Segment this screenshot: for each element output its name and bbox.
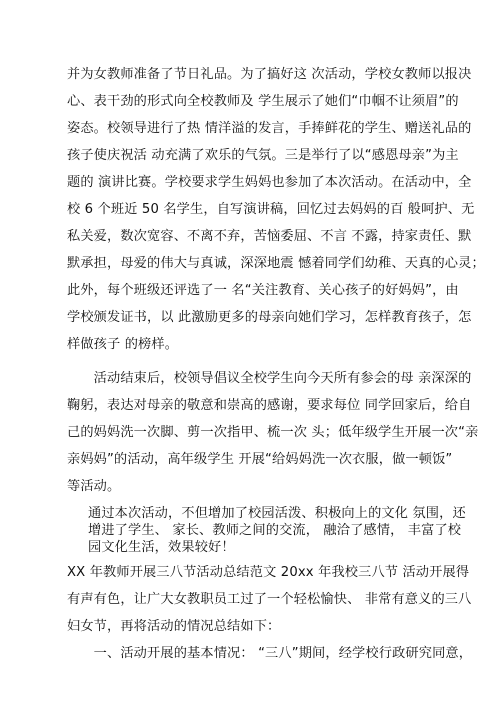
paragraph-1-line: 校 6 个班近 50 名学生，自写演讲稿，回忆过去妈妈的百 般呵护、无 [67, 202, 475, 217]
paragraph-1-line: 此外，每个班级还评选了一 名“关注教育、关心孩子的好妈妈”，由 [67, 283, 459, 298]
paragraph-1-line: 孩子使庆祝活 动充满了欢乐的气氛。三是举行了以“感恩母亲”为主 [67, 148, 459, 163]
paragraph-2-line: 鞠躬，表达对母亲的敬意和崇高的感谢，要求每位 同学回家后，给自 [67, 398, 472, 413]
paragraph-1-line: 私关爱，数次宽容、不离不弃，苦恼委屈、不言 不露，持家责任、默 [67, 229, 472, 244]
paragraph-2-line: 等活动。 [67, 479, 121, 494]
paragraph-4-line: XX 年教师开展三八节活动总结范文 20xx 年我校三八节 活动开展得 [67, 565, 470, 580]
paragraph-1-line: 学校颁发证书，以 此激励更多的母亲向她们学习，怎样教育孩子，怎 [67, 310, 472, 325]
paragraph-3-line: 增进了学生、 家长、教师之间的交流， 融洽了感情， 丰富了校 [88, 523, 462, 538]
paragraph-1-line: 默承担，母爱的伟大与真诚，深深地震 憾着同学们幼稚、天真的心灵； [67, 256, 485, 271]
paragraph-1-line: 样做孩子 的榜样。 [67, 337, 179, 352]
paragraph-4-line: 一、活动开展的基本情况： “三八”期间，经学校行政研究同意， [67, 646, 473, 661]
paragraph-4-line: 有声有色，让广大女教职员工过了一个轻松愉快、 非常有意义的三八 [67, 592, 472, 607]
paragraph-3-line: 园文化生活，效果较好！ [88, 540, 235, 555]
paragraph-3-line: 通过本次活动，不但增加了校园活泼、积极向上的文化 氛围，还 [88, 506, 466, 521]
paragraph-1-line: 题的 演讲比赛。学校要求学生妈妈也参加了本次活动。在活动中，全 [67, 175, 472, 190]
paragraph-2-line: 己的妈妈洗一次脚、剪一次指甲、梳一次 头；低年级学生开展一次“亲 [67, 425, 479, 440]
paragraph-1-line: 姿态。校领导进行了热 情洋溢的发言，手捧鲜花的学生、赠送礼品的 [67, 121, 472, 136]
paragraph-1-line: 心、表干劲的形式向全校教师及 学生展示了她们“巾帼不让须眉”的 [67, 94, 459, 109]
paragraph-2-line: 亲妈妈”的活动，高年级学生 开展“给妈妈洗一次衣服，做一顿饭” [67, 452, 453, 467]
paragraph-1-line: 并为女教师准备了节日礼品。为了搞好这 次活动，学校女教师以报决 [67, 67, 472, 82]
paragraph-2-line: 活动结束后，校领导倡议全校学生向今天所有参会的母 亲深深的 [67, 371, 472, 386]
paragraph-4-line: 妇女节，再将活动的情况总结如下： [67, 619, 281, 634]
